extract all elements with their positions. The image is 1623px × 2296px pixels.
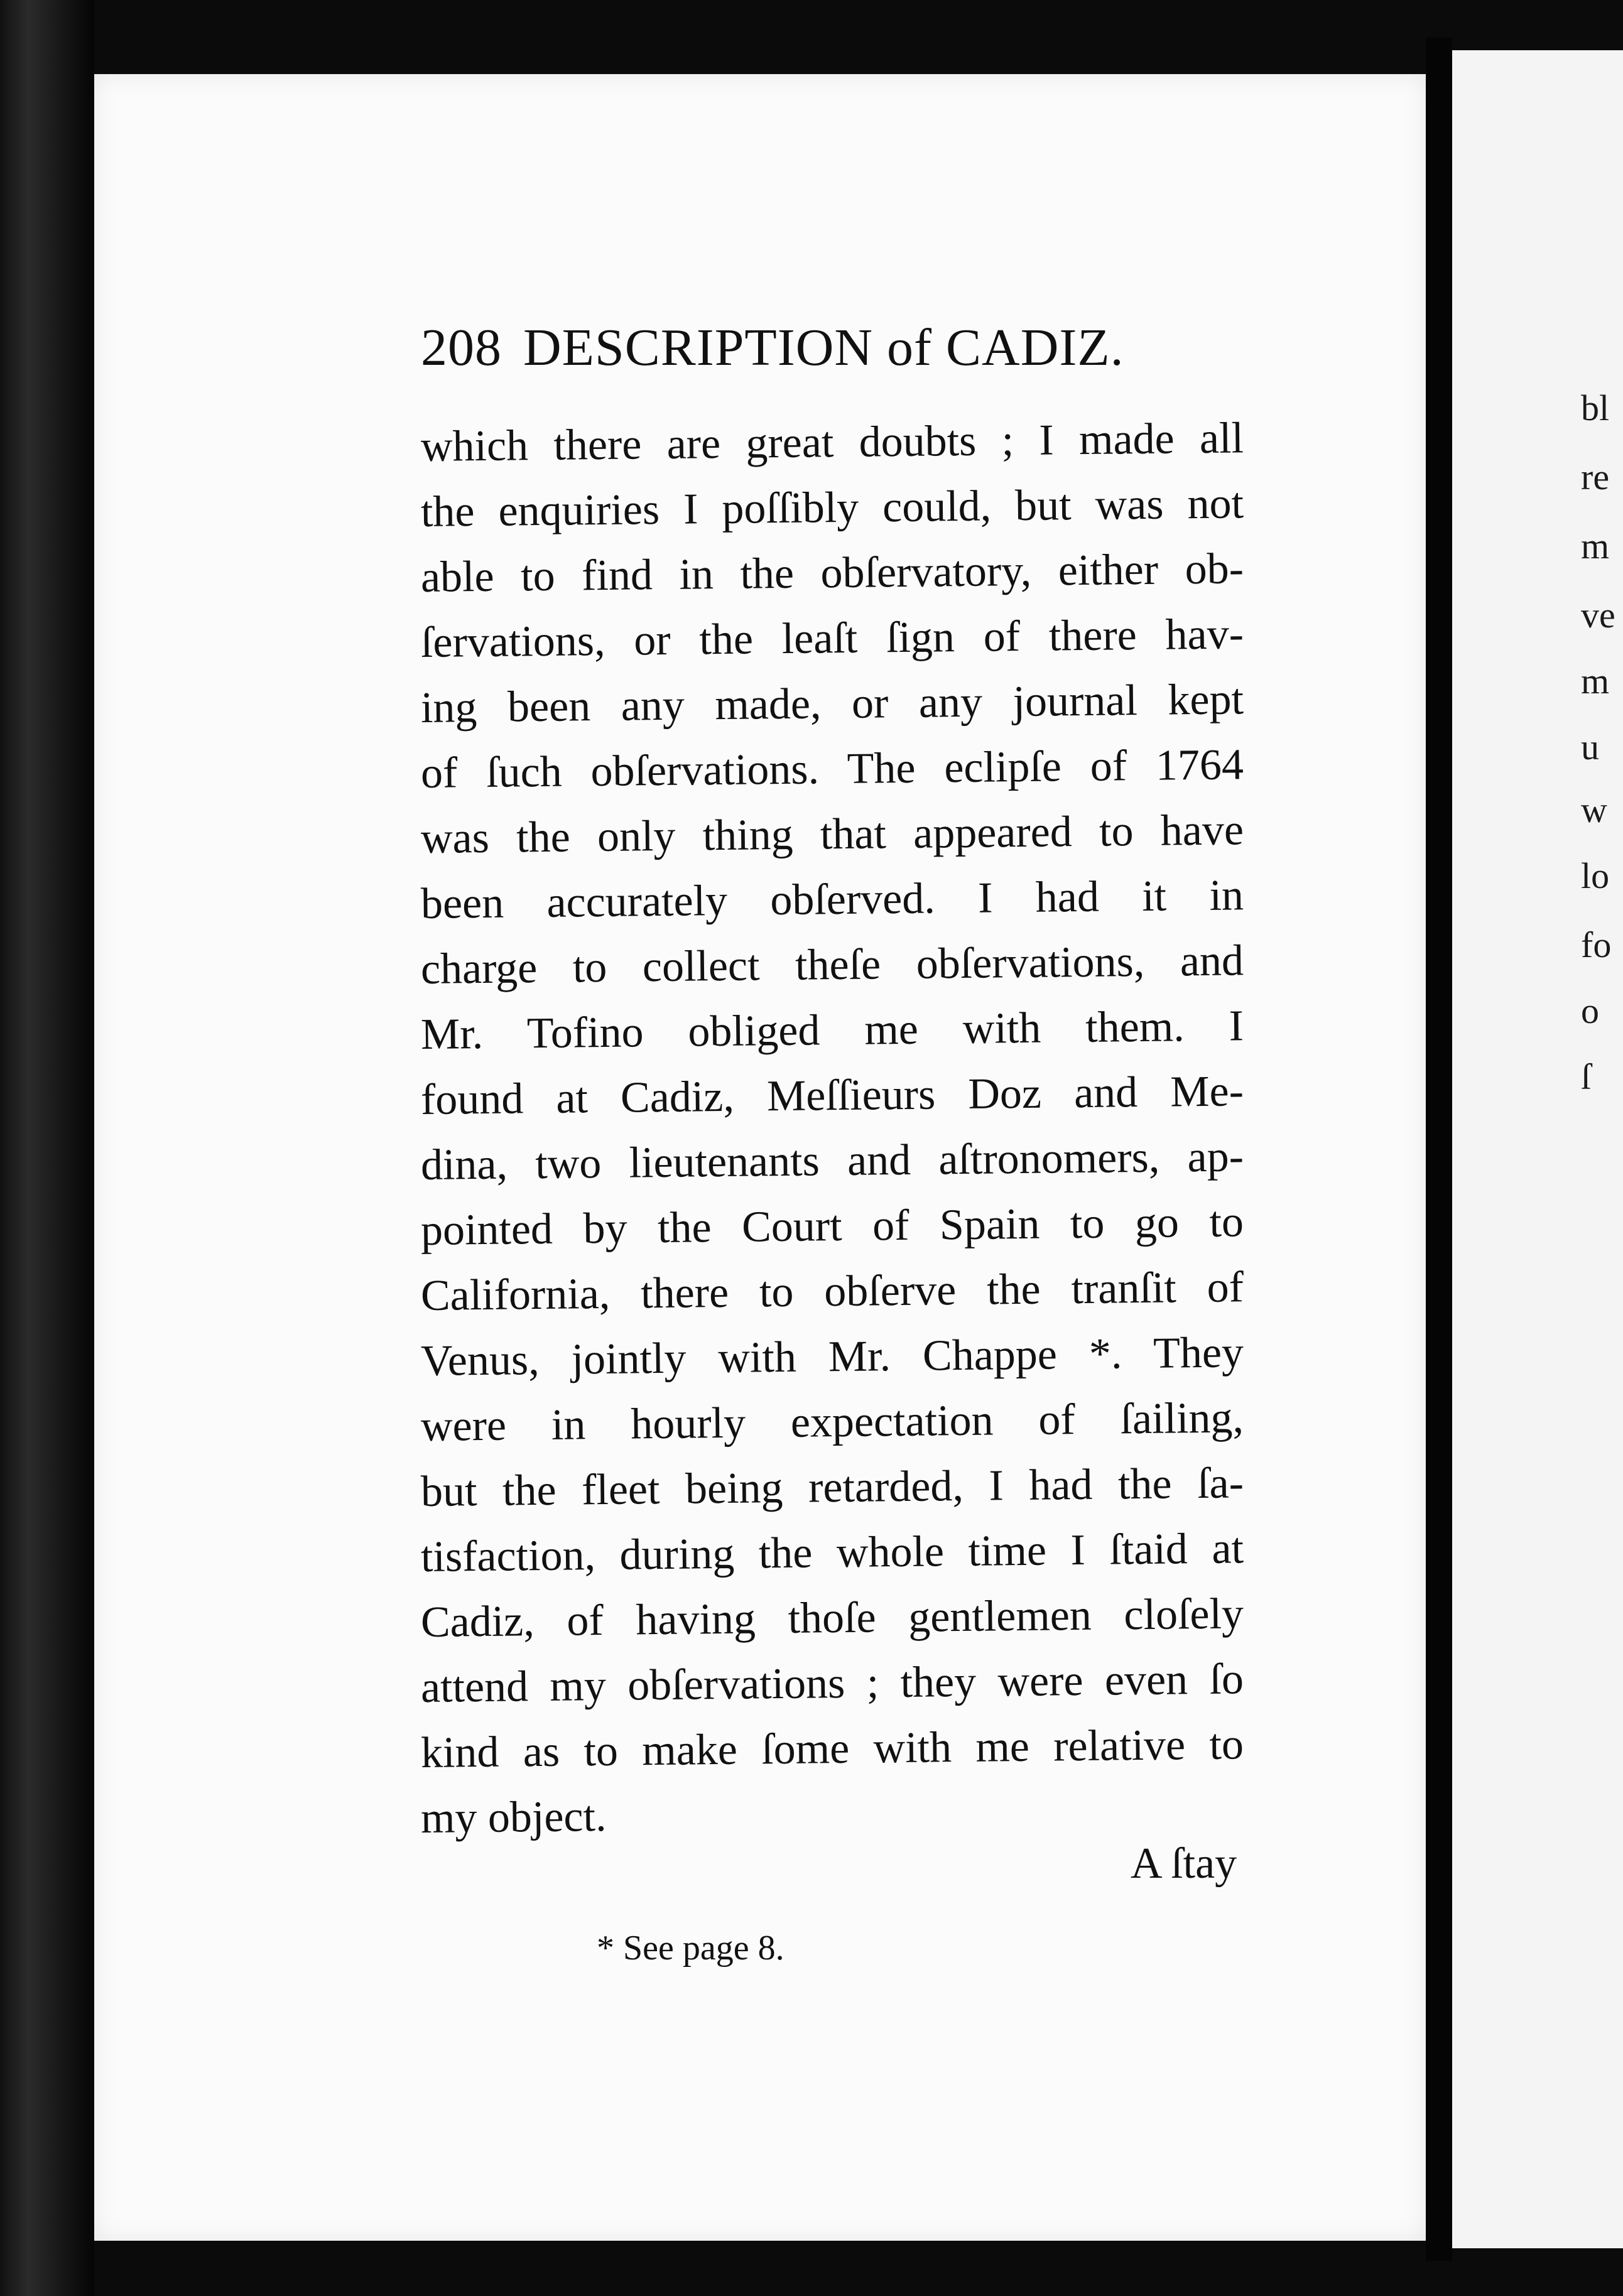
facing-page-fragment: u (1581, 727, 1599, 767)
text-line: kind as to make ſome with me relative to (420, 1720, 1244, 1777)
text-line: my object. (420, 1792, 607, 1843)
facing-page-fragment: lo (1581, 855, 1610, 896)
text-line: found at Cadiz, Meſſieurs Doz and Me- (420, 1067, 1244, 1124)
page-gutter (1426, 38, 1452, 2261)
text-line: California, there to obſerve the tranſit of (420, 1263, 1244, 1320)
facing-page-fragment: fo (1581, 924, 1612, 965)
text-line: tisfaction, during the whole time I ſtaid at (420, 1524, 1244, 1581)
book-binding (0, 0, 94, 2296)
page-number: 208 (421, 318, 502, 377)
text-line: was the only thing that appeared to have (420, 806, 1244, 863)
footnote: * See page 8. (597, 1929, 784, 1968)
facing-page-fragment: re (1581, 457, 1610, 497)
text-line: been accurately obſerved. I had it in (420, 871, 1244, 928)
facing-page-fragment: m (1581, 526, 1610, 566)
text-line: ing been any made, or any journal kept (420, 675, 1244, 732)
text-line: Venus, jointly with Mr. Chappe *. They (420, 1328, 1244, 1385)
facing-page-fragment: ſ (1581, 1056, 1592, 1097)
text-line: the enquiries I poſſibly could, but was not (420, 479, 1244, 536)
running-title: DESCRIPTION of CADIZ. (523, 318, 1124, 377)
text-line: dina, two lieutenants and aſtronomers, ap- (420, 1132, 1244, 1189)
facing-page-fragment: w (1581, 789, 1607, 830)
body-text (421, 414, 1244, 1851)
catchword: A ſtay (1131, 1839, 1237, 1888)
facing-page-fragment: o (1581, 990, 1599, 1031)
text-line: charge to collect theſe obſervations, and (420, 936, 1244, 994)
text-line: of ſuch obſervations. The eclipſe of 1764 (420, 740, 1244, 798)
text-line: ſervations, or the leaſt ſign of there hav- (420, 610, 1244, 667)
text-line: pointed by the Court of Spain to go to (420, 1198, 1244, 1255)
facing-page-fragment: bl (1581, 387, 1610, 428)
text-line: Mr. Tofino obliged me with them. I (420, 1002, 1244, 1059)
text-line: but the fleet being retarded, I had the ſa- (420, 1459, 1244, 1516)
text-line: which there are great doubts ; I made all (420, 414, 1244, 471)
running-head (421, 317, 1149, 378)
facing-page (1452, 50, 1623, 2248)
facing-page-fragment: m (1581, 661, 1610, 701)
text-line: attend my obſervations ; they were even ſo (420, 1655, 1244, 1712)
facing-page-fragment: ve (1581, 595, 1615, 636)
text-line: Cadiz, of having thoſe gentlemen cloſely (420, 1589, 1244, 1647)
text-line: were in hourly expectation of ſailing, (420, 1394, 1244, 1451)
text-line: able to find in the obſervatory, either ob- (420, 544, 1244, 602)
